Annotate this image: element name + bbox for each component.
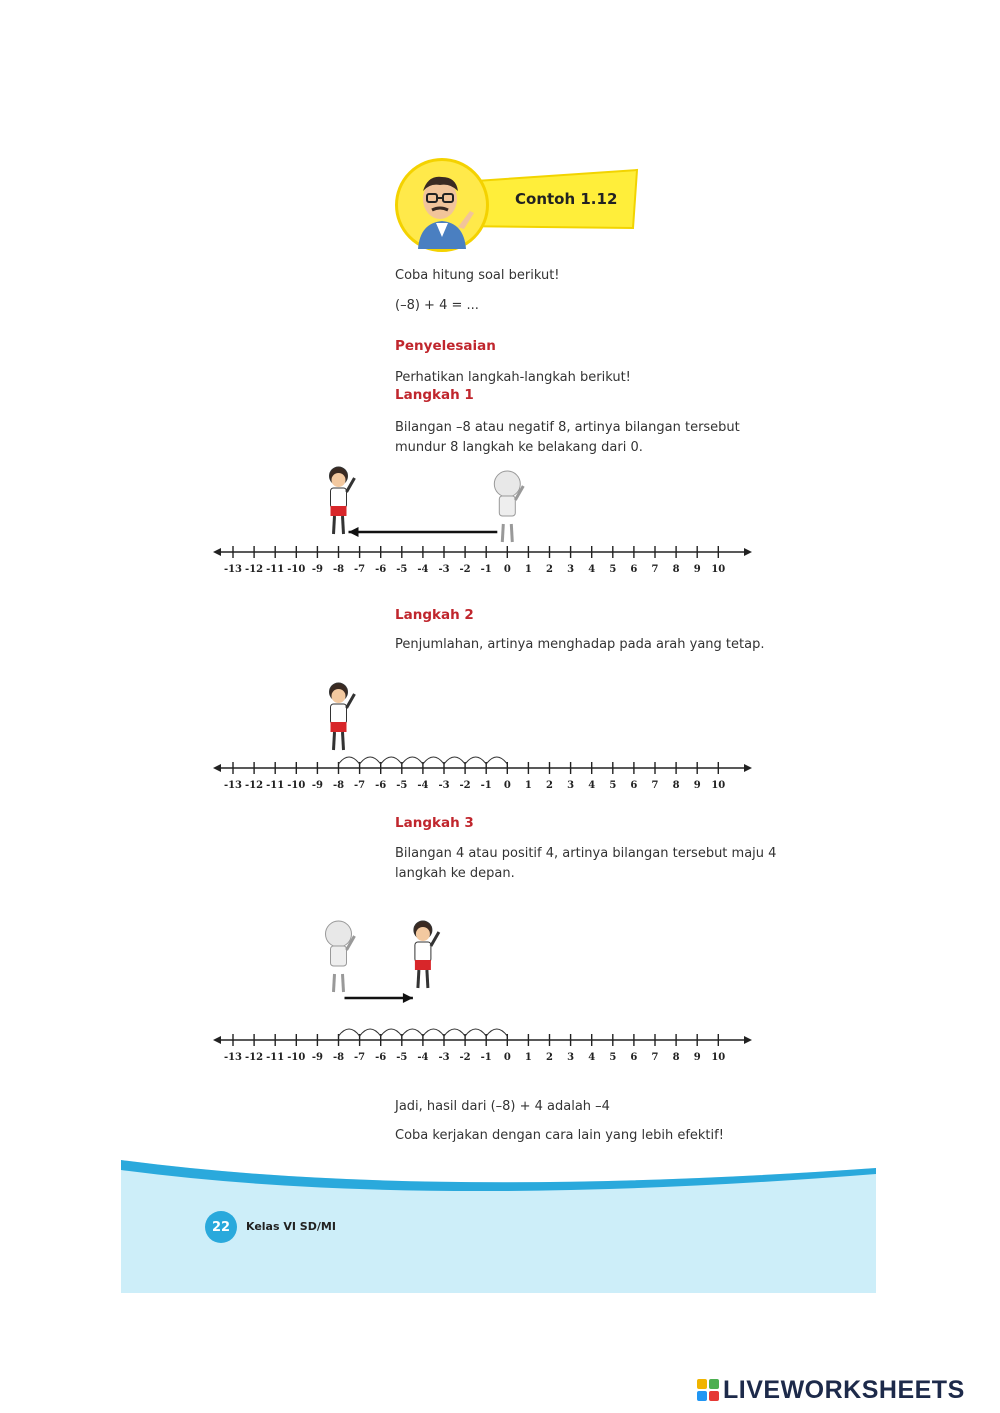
figure-shorts: [331, 506, 347, 516]
tick-label: 9: [693, 564, 701, 575]
tick-label: 1: [524, 780, 532, 791]
tick-label: -3: [438, 564, 450, 575]
hop-arc: [339, 757, 360, 764]
tick-label: 9: [693, 1052, 701, 1063]
tick-label: -1: [480, 564, 492, 575]
tick-label: 10: [711, 1052, 726, 1063]
tick-label: 5: [609, 1052, 617, 1063]
tick-label: -9: [311, 1052, 323, 1063]
figure-shirt: [499, 496, 515, 516]
tick-label: 0: [503, 564, 511, 575]
tick-label: -8: [332, 780, 345, 791]
number-line-step2: [0, 670, 1000, 800]
tick-label: 6: [630, 564, 638, 575]
solution-heading: Penyelesaian: [395, 338, 496, 354]
tick-label: 7: [651, 564, 659, 575]
tick-label: 10: [711, 780, 726, 791]
tick-label: -10: [287, 564, 306, 575]
tick-label: -6: [375, 780, 387, 791]
hop-arc: [360, 1029, 381, 1036]
move-arrow-head: [403, 993, 413, 1003]
figure-shorts: [415, 960, 431, 970]
footer-class-label: Kelas VI SD/MI: [246, 1220, 336, 1233]
number-line-step1: [0, 460, 1000, 590]
ghost-student-figure: [326, 921, 355, 992]
figure-leg-left: [334, 732, 335, 750]
tick-label: -1: [480, 780, 492, 791]
hop-arc: [339, 1029, 360, 1036]
tick-label: -12: [245, 1052, 264, 1063]
tick-label: 2: [546, 780, 553, 791]
figure-leg-right: [343, 732, 344, 750]
tick-label: -13: [223, 780, 243, 791]
step1-title: Langkah 1: [395, 387, 474, 403]
tick-label: 6: [630, 1052, 638, 1063]
tick-label: -7: [354, 564, 366, 575]
tick-label: -5: [396, 1052, 408, 1063]
figure-face: [332, 473, 346, 487]
hop-arc: [381, 1029, 402, 1036]
figure-leg-right: [343, 516, 344, 534]
step3-desc-line1: Bilangan 4 atau positif 4, artinya bilangan tersebut maju 4: [395, 846, 777, 861]
tick-label: -2: [459, 564, 471, 575]
tick-label: -6: [375, 564, 387, 575]
axis-arrow-right: [744, 1036, 752, 1044]
hop-arc: [360, 757, 381, 764]
liveworksheets-logo-icon: [697, 1379, 719, 1401]
hop-arc: [402, 757, 423, 764]
step1-desc-line1: Bilangan –8 atau negatif 8, artinya bilangan tersebut: [395, 420, 740, 435]
tick-label: -11: [266, 564, 285, 575]
figure-leg-left: [502, 524, 503, 542]
hop-arc: [486, 1029, 507, 1036]
tick-label: -1: [480, 1052, 492, 1063]
page-number: 22: [205, 1211, 237, 1243]
tick-label: 3: [567, 564, 575, 575]
tick-label: 2: [546, 1052, 553, 1063]
tick-label: 5: [609, 564, 617, 575]
tick-label: -12: [245, 564, 264, 575]
tick-label: -7: [354, 1052, 366, 1063]
problem-prompt: Coba hitung soal berikut!: [395, 268, 560, 283]
figure-shirt: [331, 704, 347, 724]
tick-label: -5: [396, 564, 408, 575]
tick-label: 3: [567, 1052, 575, 1063]
tick-label: 0: [503, 780, 511, 791]
hop-arc: [423, 757, 444, 764]
conclusion-result: Jadi, hasil dari (–8) + 4 adalah –4: [395, 1099, 610, 1114]
conclusion-challenge: Coba kerjakan dengan cara lain yang lebih efektif!: [395, 1128, 724, 1143]
figure-leg-right: [343, 974, 344, 992]
axis-arrow-left: [213, 548, 221, 556]
tick-label: -9: [311, 564, 323, 575]
teacher-avatar-icon: [395, 158, 489, 252]
figure-arm: [347, 694, 355, 708]
figure-leg-left: [334, 974, 335, 992]
step1-desc-line2: mundur 8 langkah ke belakang dari 0.: [395, 440, 643, 455]
ghost-student-figure: [494, 471, 523, 542]
tick-label: 3: [567, 780, 575, 791]
tick-label: 4: [588, 1052, 596, 1063]
hop-arc: [381, 757, 402, 764]
tick-label: -7: [354, 780, 366, 791]
axis-arrow-left: [213, 764, 221, 772]
step3-desc-line2: langkah ke depan.: [395, 866, 515, 881]
tick-label: -13: [223, 564, 243, 575]
tick-label: -10: [287, 1052, 306, 1063]
tick-label: -3: [438, 780, 450, 791]
example-title: Contoh 1.12: [515, 190, 618, 208]
figure-arm: [431, 932, 439, 946]
hop-arc: [486, 757, 507, 764]
tick-label: 4: [588, 780, 596, 791]
tick-label: 6: [630, 780, 638, 791]
figure-leg-left: [334, 516, 335, 534]
figure-leg-right: [427, 970, 428, 988]
tick-label: 8: [672, 1052, 680, 1063]
student-figure: [330, 683, 355, 750]
problem-expression: (–8) + 4 = ...: [395, 298, 479, 313]
figure-head: [326, 921, 352, 947]
hop-arc: [402, 1029, 423, 1036]
student-figure: [414, 921, 439, 988]
tick-label: 7: [651, 780, 659, 791]
tick-label: -10: [287, 780, 306, 791]
figure-shirt: [331, 488, 347, 508]
student-figure: [330, 467, 355, 534]
hop-arc: [423, 1029, 444, 1036]
tick-label: -4: [417, 564, 429, 575]
figure-shirt: [415, 942, 431, 962]
number-line-step3: [0, 910, 1000, 1065]
figure-shirt: [331, 946, 347, 966]
solution-intro: Perhatikan langkah-langkah berikut!: [395, 370, 631, 385]
tick-label: -2: [459, 1052, 471, 1063]
figure-head: [494, 471, 520, 497]
hop-arc: [465, 1029, 486, 1036]
tick-label: -4: [417, 780, 429, 791]
step2-title: Langkah 2: [395, 607, 474, 623]
tick-label: 8: [672, 564, 680, 575]
tick-label: 1: [524, 1052, 532, 1063]
figure-shorts: [331, 722, 347, 732]
axis-arrow-right: [744, 548, 752, 556]
hop-arc: [444, 757, 465, 764]
tick-label: -11: [266, 780, 285, 791]
tick-label: -13: [223, 1052, 243, 1063]
tick-label: 10: [711, 564, 726, 575]
figure-face: [332, 689, 346, 703]
axis-arrow-left: [213, 1036, 221, 1044]
tick-label: 1: [524, 564, 532, 575]
tick-label: -8: [332, 1052, 345, 1063]
move-arrow-head: [349, 527, 359, 537]
hop-arc: [444, 1029, 465, 1036]
figure-leg-right: [511, 524, 512, 542]
tick-label: -6: [375, 1052, 387, 1063]
tick-label: 4: [588, 564, 596, 575]
axis-arrow-right: [744, 764, 752, 772]
tick-label: -11: [266, 1052, 285, 1063]
figure-face: [416, 927, 430, 941]
tick-label: -12: [245, 780, 264, 791]
tick-label: 5: [609, 780, 617, 791]
figure-leg-left: [418, 970, 419, 988]
tick-label: 7: [651, 1052, 659, 1063]
tick-label: 2: [546, 564, 553, 575]
tick-label: -5: [396, 780, 408, 791]
tick-label: -9: [311, 780, 323, 791]
step2-desc-line1: Penjumlahan, artinya menghadap pada arah yang tetap.: [395, 637, 765, 652]
hop-arc: [465, 757, 486, 764]
tick-label: 0: [503, 1052, 511, 1063]
tick-label: -2: [459, 780, 471, 791]
tick-label: 8: [672, 780, 680, 791]
step3-title: Langkah 3: [395, 815, 474, 831]
figure-arm: [347, 478, 355, 492]
tick-label: -4: [417, 1052, 429, 1063]
tick-label: -8: [332, 564, 345, 575]
liveworksheets-watermark[interactable]: [697, 1376, 965, 1404]
watermark-text: LIVEWORKSHEETS: [723, 1375, 965, 1404]
tick-label: -3: [438, 1052, 450, 1063]
tick-label: 9: [693, 780, 701, 791]
